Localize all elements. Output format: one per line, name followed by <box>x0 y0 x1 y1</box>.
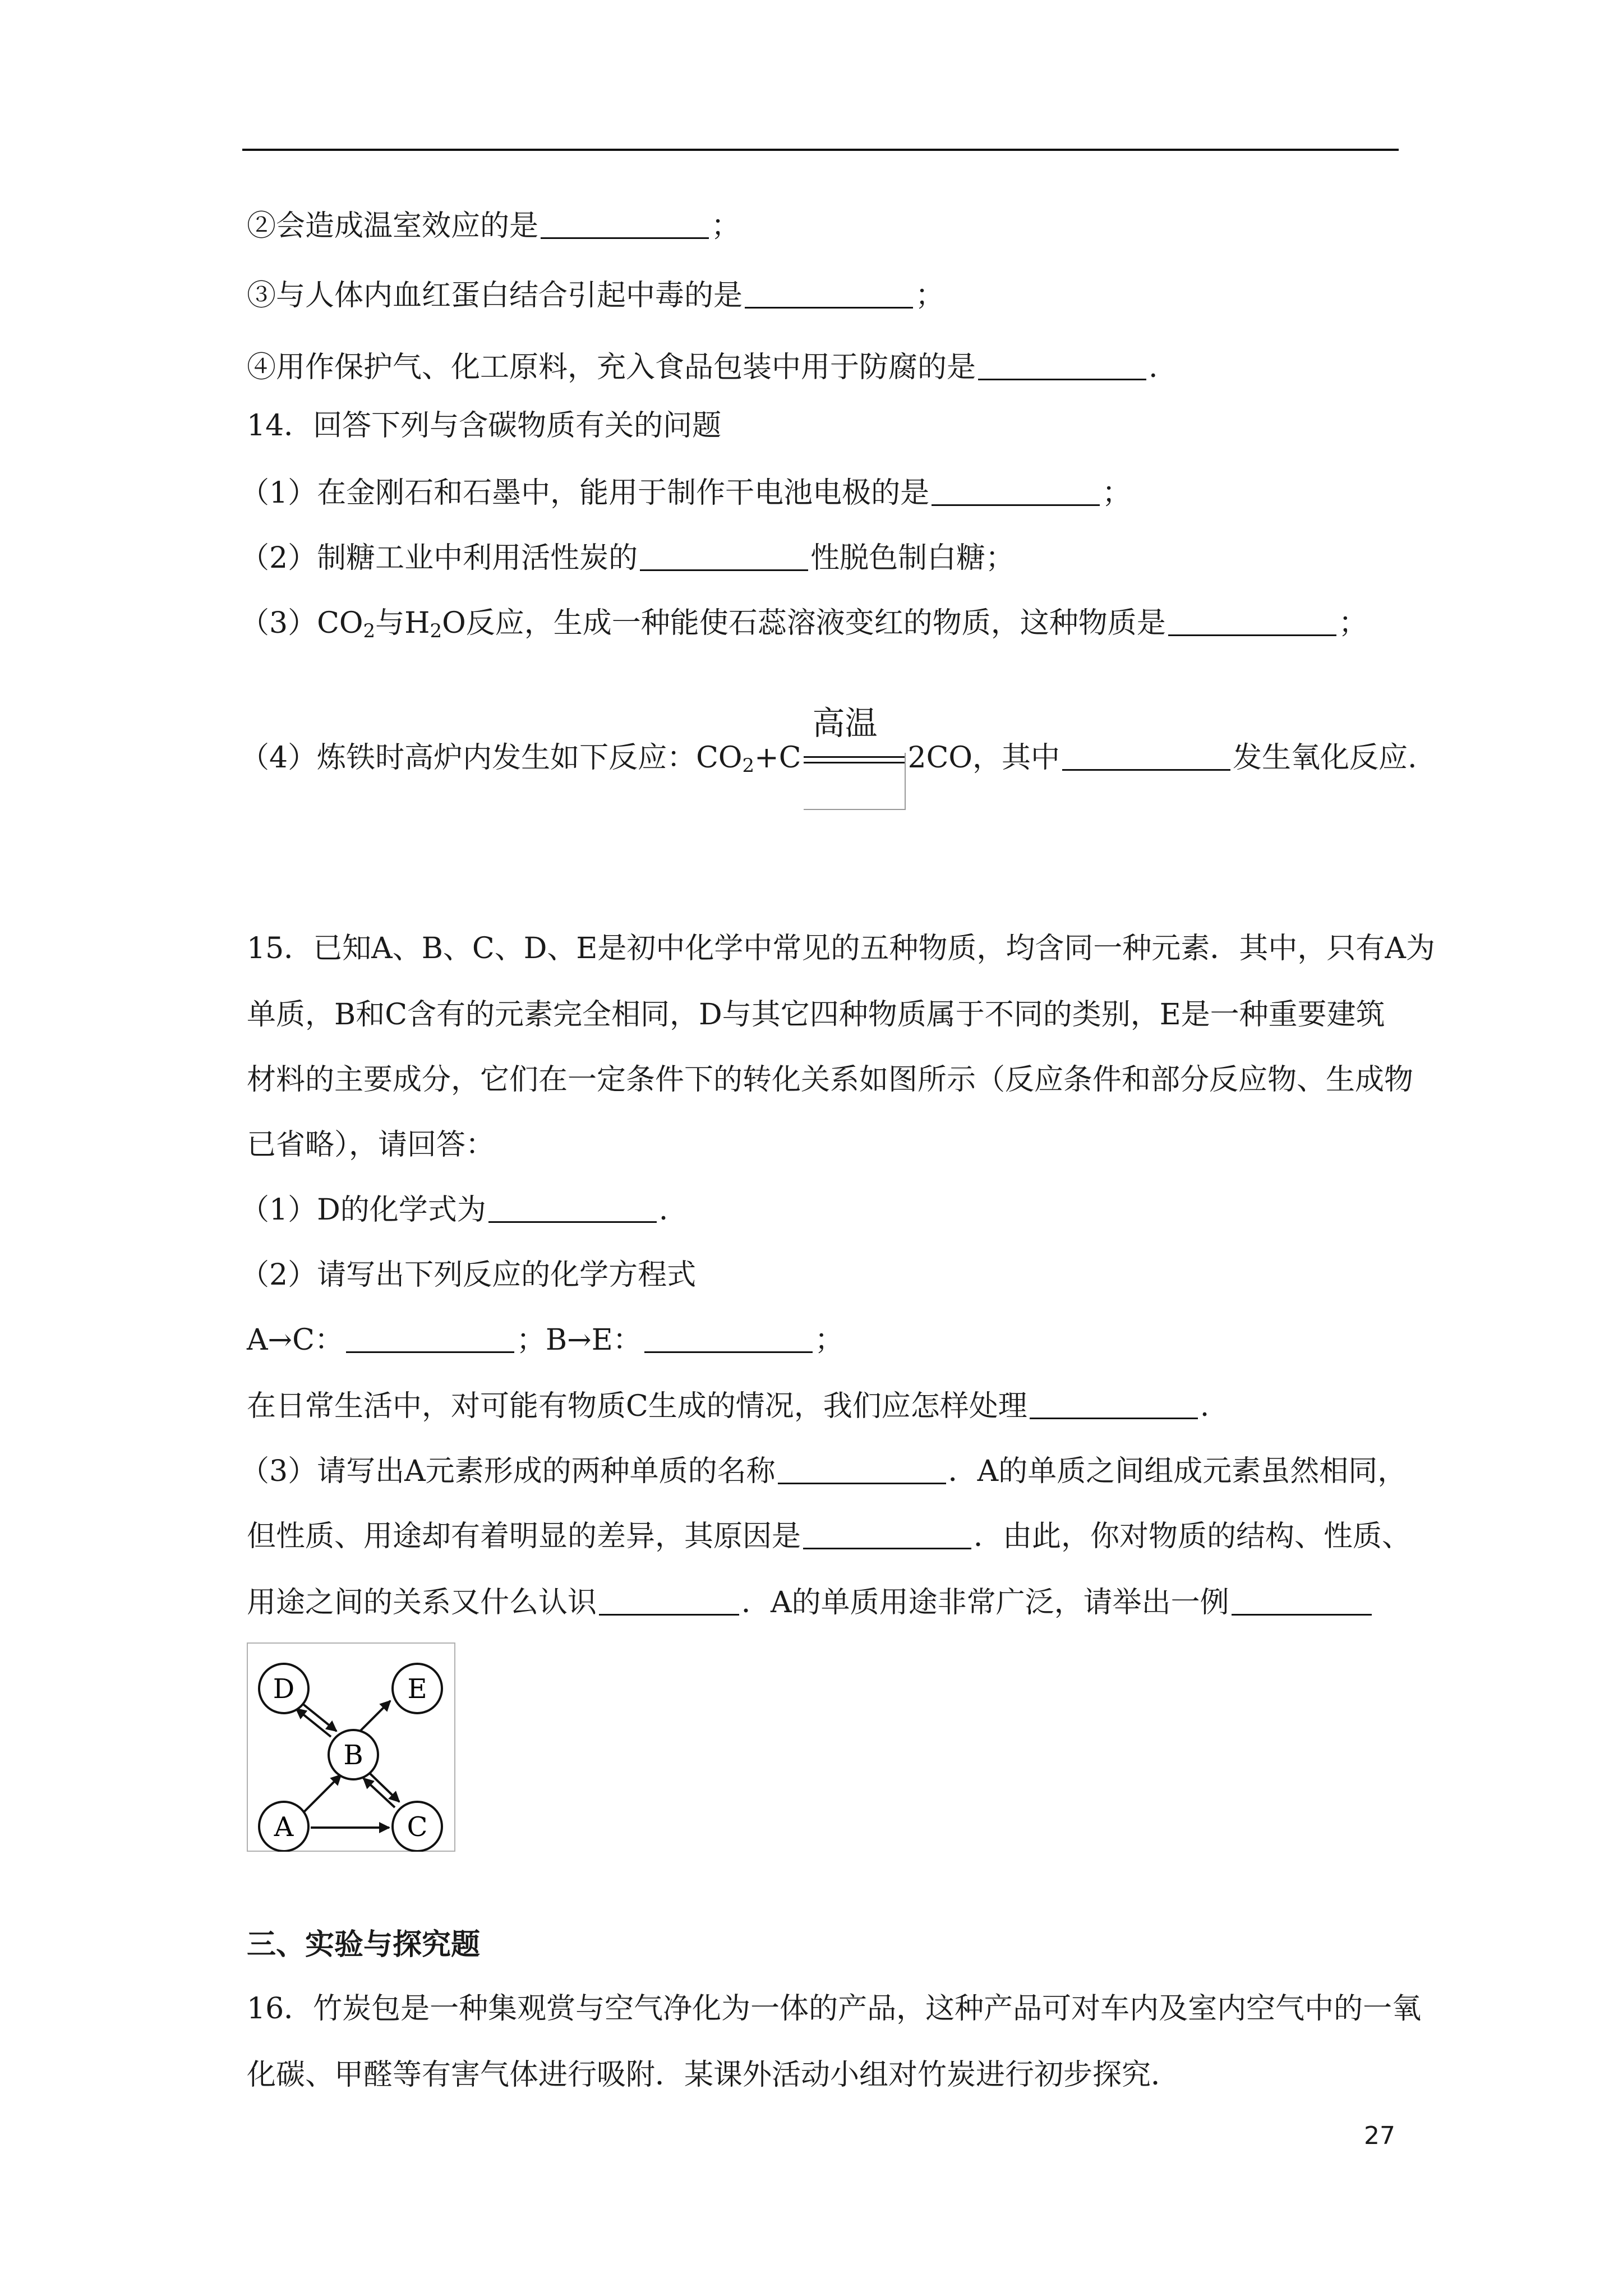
svg-text:E: E <box>407 1673 427 1705</box>
node-b <box>329 1730 378 1779</box>
answer-blank[interactable] <box>778 1453 946 1484</box>
answer-blank[interactable] <box>745 278 913 309</box>
text-line: ④用作保护气、化工原料，充入食品包装中用于防腐的是 . <box>247 351 1158 384</box>
answer-blank[interactable] <box>978 349 1146 380</box>
text-line: ②会造成温室效应的是 ； <box>247 209 741 243</box>
answer-blank[interactable] <box>1062 740 1230 771</box>
answer-blank[interactable] <box>541 208 709 239</box>
text-line: （1）在金刚石和石墨中，能用于制作干电池电极的是 ； <box>240 476 1132 510</box>
text-line: 但性质、用途却有着明显的差异，其原因是 ．由此，你对物质的结构、性质、 <box>247 1520 1412 1553</box>
answer-blank[interactable] <box>488 1192 657 1223</box>
text-line: 化碳、甲醛等有害气体进行吸附．某课外活动小组对竹炭进行初步探究． <box>247 2058 1181 2092</box>
text-line: 用途之间的关系又什么认识 ．A的单质用途非常广泛，请举出一例 <box>247 1583 1374 1622</box>
text-line: 已省略），请回答： <box>247 1128 495 1162</box>
answer-blank[interactable] <box>803 1519 971 1549</box>
text-line: （2）请写出下列反应的化学方程式 <box>240 1258 697 1292</box>
text-line: 16．竹炭包是一种集观赏与空气净化为一体的产品，这种产品可对车内及室内空气中的一氧 <box>247 1992 1422 2026</box>
node-e <box>393 1664 442 1713</box>
text-line: ③与人体内血红蛋白结合引起中毒的是 ； <box>247 279 945 312</box>
svg-text:C: C <box>407 1811 428 1843</box>
node-c <box>393 1802 442 1851</box>
text-line: （2）制糖工业中利用活性炭的 性脱色制白糖； <box>240 541 1015 575</box>
text-line: 材料的主要成分，它们在一定条件下的转化关系如图所示（反应条件和部分反应物、生成物 <box>247 1063 1414 1097</box>
text-line: （3）请写出A元素形成的两种单质的名称 ．A的单质之间组成元素虽然相同， <box>240 1455 1407 1488</box>
text-line: A→C： ；B→E： ； <box>247 1323 844 1357</box>
answer-blank[interactable] <box>640 540 808 571</box>
text-line: 15．已知A、B、C、D、E是初中化学中常见的五种物质，均含同一种元素．其中，只有A为 <box>247 932 1435 965</box>
text-line: 单质，B和C含有的元素完全相同，D与其它四种物质属于不同的类别，E是一种重要建筑 <box>247 998 1385 1032</box>
answer-blank[interactable] <box>346 1322 514 1353</box>
answer-blank[interactable] <box>644 1322 813 1353</box>
node-a <box>259 1802 308 1851</box>
text-line: 在日常生活中，对可能有物质C生成的情况，我们应怎样处理 . <box>247 1389 1210 1423</box>
answer-blank[interactable] <box>1232 1585 1372 1616</box>
answer-blank[interactable] <box>1030 1388 1198 1419</box>
section-heading: 三、实验与探究题 <box>247 1928 481 1962</box>
answer-blank[interactable] <box>599 1585 739 1616</box>
text-line: （1）D的化学式为 . <box>240 1193 668 1227</box>
question-14-title: 14．回答下列与含碳物质有关的问题 <box>247 409 722 443</box>
answer-blank[interactable] <box>1168 605 1336 636</box>
answer-blank[interactable] <box>932 475 1100 506</box>
reaction-line: （4）炼铁时高炉内发生如下反应：$CO_2+C$ 高温 2CO，其中 发生氧化反应. <box>240 738 1417 777</box>
node-d <box>259 1664 308 1713</box>
svg-text:A: A <box>274 1811 294 1843</box>
header-rule <box>242 149 1399 151</box>
svg-text:B: B <box>343 1740 363 1771</box>
svg-text:D: D <box>273 1673 295 1705</box>
conversion-diagram <box>247 1642 455 1852</box>
text-line: $(3)CO_2$与$H_2O$反应，生成一种能使石蕊溶液变红的物质，这种物质是 ； <box>240 606 1368 642</box>
reaction-condition: 高温 <box>801 738 908 777</box>
page-number: 27 <box>1364 2122 1395 2150</box>
